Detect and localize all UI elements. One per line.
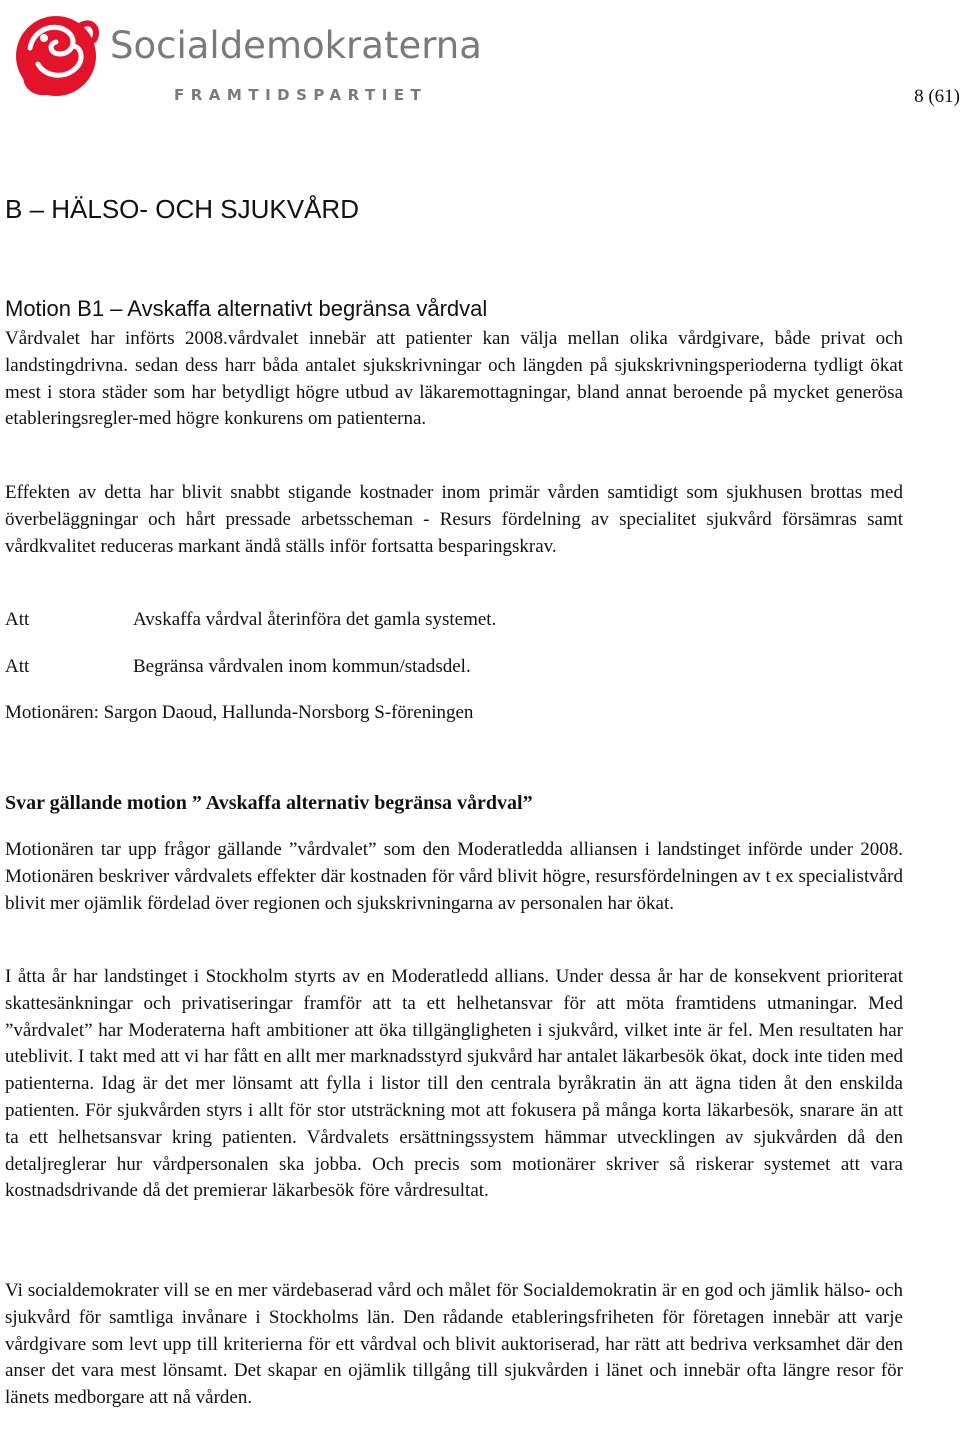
answer-heading: Svar gällande motion ” Avskaffa alternativ begränsa vårdval” (5, 792, 533, 814)
section-heading: B – HÄLSO- OCH SJUKVÅRD (5, 194, 359, 224)
att-text: Begränsa vårdvalen inom kommun/stadsdel. (133, 656, 471, 677)
motion-paragraph-2: Effekten av detta har blivit snabbt stigande kostnader inom primär vården samtidigt som sjukhusen brottas med överbeläggningar och hårt pressade arbetsscheman - Resurs fördelning av specialitet sjukvård försämras samt vårdkvalitet reduceras markant ändå ställs inför fortsatta besparingskrav. (5, 482, 903, 557)
att-label: Att (5, 609, 30, 630)
motion-paragraph-1: Vårdvalet har införts 2008.vårdvalet innebär att patienter kan välja mellan olika vårdgivare, både privat och landstingdrivna. sedan dess harr båda antalet sjukskrivningar och längden på sjukskrivningsperioderna tydligt ökat mest i stora städer som har betydligt högre utbud av läkaremottagningar, bland annat beroende på mycket generösa etableringsregler-med högre konkurens om patienterna. (5, 328, 903, 430)
red-rose-icon (8, 8, 104, 104)
logo-name: Socialdemokraterna (110, 24, 482, 67)
att-text: Avskaffa vårdval återinföra det gamla systemet. (133, 609, 497, 630)
att-label: Att (5, 656, 30, 677)
motion-title: Motion B1 – Avskaffa alternativt begränsa vårdval (5, 296, 488, 321)
party-logo (4, 4, 482, 104)
answer-paragraph-3: Vi socialdemokrater vill se en mer värdebaserad vård och målet för Socialdemokratin är en god och jämlik hälso- och sjukvård för samtliga invånare i Stockholms län. Den rådande etableringsfriheten för företagen innebär att varje vårdgivare som levt upp till kriterierna för ett vårdval och blivit auktoriserad, har rätt att bedriva verksamhet där den anser det vara mest lönsamt. Det skapar en ojämlik tillgång till sjukvården i länet och innebär ofta längre resor för länets medborgare att nå vården. (5, 1280, 903, 1409)
motion-author: Motionären: Sargon Daoud, Hallunda-Norsborg S-föreningen (5, 702, 474, 723)
answer-paragraph-2: I åtta år har landstinget i Stockholm styrts av en Moderatledd allians. Under dessa år har de konsekvent prioriterat skattesänkningar och privatiseringar framför att ta ett helhetansvar för att möta framtidens utmaningar. Med ”vårdvalet” har Moderaterna haft ambitioner att öka tillgängligheten i sjukvård, vilket inte är fel. Men resultaten har uteblivit. I takt med att vi har fått en allt mer marknadsstyrd sjukvård har antalet läkarbesök ökat, dock inte tiden med patienterna. Idag är det mer lönsamt att fylla i listor till den centrala byråkratin än att ägna tiden åt den enskilda patienten. För sjukvården styrs i allt för stor utsträckning mot att fokusera på många korta läkarbesök, snarare än att ta ett helhetsansvar kring patienten. Vårdvalets ersättningssystem hämmar utvecklingen av sjukvården då den detaljreglerar hur vårdpersonalen ska jobba. Och precis som motionärer skriver så riskerar systemet att vara kostnadsdrivande då det premierar läkarbesök före vårdresultat. (5, 966, 903, 1202)
page-number: 8 (61) (914, 86, 960, 107)
answer-paragraph-1: Motionären tar upp frågor gällande ”vårdvalet” som den Moderatledda alliansen i landstinget införde under 2008. Motionären beskriver vårdvalets effekter där kostnaden för vård blivit högre, resursfördelningen av t ex specialistvård blivit mer ojämlik fördelad över regionen och sjukskrivningarna av personalen har ökat. (5, 839, 903, 914)
logo-tagline: FRAMTIDSPARTIET (174, 86, 428, 104)
